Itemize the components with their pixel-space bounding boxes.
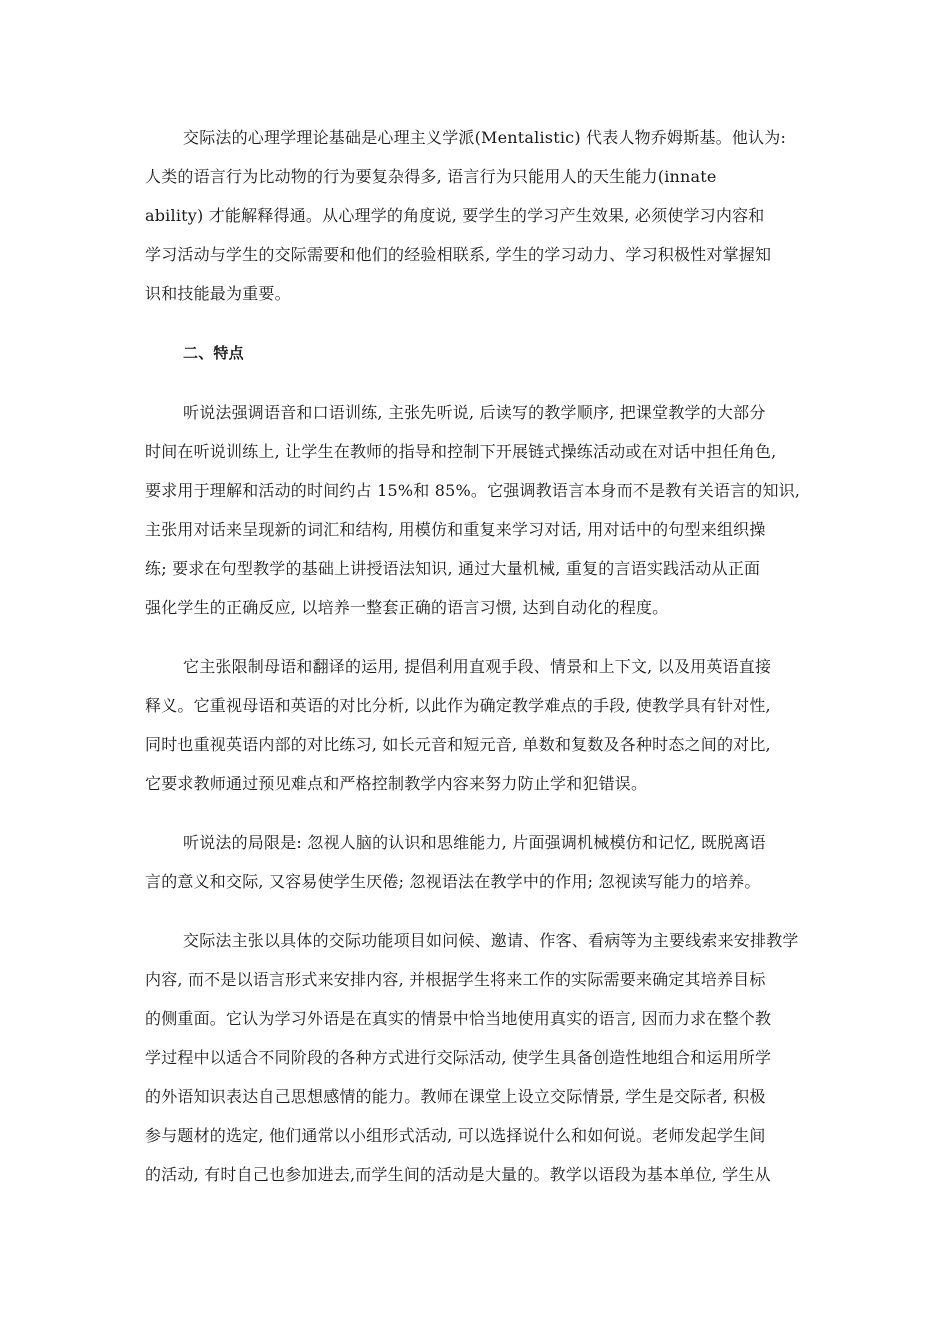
text-line: 参与题材的选定, 他们通常以小组形式活动, 可以选择说什么和如何说。老师发起学生间 [145, 1126, 766, 1145]
text-line: 识和技能最为重要。 [145, 284, 291, 303]
text-line: 同时也重视英语内部的对比练习, 如长元音和短元音, 单数和复数及各种时态之间的对比, [145, 735, 771, 754]
text-line: 内容, 而不是以语言形式来安排内容, 并根据学生将来工作的实际需要来确定其培养目标 [145, 970, 766, 989]
section-heading: 二、特点 [183, 344, 244, 362]
text-line: 学习活动与学生的交际需要和他们的经验相联系, 学生的学习动力、学习积极性对掌握知 [145, 245, 772, 264]
text-line: 强化学生的正确反应, 以培养一整套正确的语言习惯, 达到自动化的程度。 [145, 598, 669, 617]
text-line: 主张用对话来呈现新的词汇和结构, 用模仿和重复来学习对话, 用对话中的句型来组织操 [145, 520, 766, 539]
text-line: 交际法的心理学理论基础是心理主义学派(Mentalistic) 代表人物乔姆斯基。他认为: [183, 128, 787, 147]
text-line: 要求用于理解和活动的时间约占 15%和 85%。它强调教语言本身而不是教有关语言的知识, [145, 481, 801, 500]
text-line: 学过程中以适合不同阶段的各种方式进行交际活动, 使学生具备创造性地组合和运用所学 [145, 1048, 772, 1067]
text-line: 它要求教师通过预见难点和严格控制教学内容来努力防止学和犯错误。 [145, 774, 648, 793]
text-line: 练; 要求在句型教学的基础上讲授语法知识, 通过大量机械, 重复的言语实践活动从正面 [145, 559, 761, 578]
text-line: 言的意义和交际, 又容易使学生厌倦; 忽视语法在教学中的作用; 忽视读写能力的培养。 [145, 872, 761, 891]
text-line: ability) 才能解释得通。从心理学的角度说, 要学生的学习产生效果, 必须使学习内容和 [145, 206, 765, 225]
text-line: 它主张限制母语和翻译的运用, 提倡利用直观手段、情景和上下文, 以及用英语直接 [183, 657, 772, 676]
text-line: 的外语知识表达自己思想感情的能力。教师在课堂上设立交际情景, 学生是交际者, 积极 [145, 1087, 766, 1106]
text-line: 人类的语言行为比动物的行为要复杂得多, 语言行为只能用人的天生能力(innate [145, 167, 717, 186]
text-line: 释义。它重视母语和英语的对比分析, 以此作为确定教学难点的手段, 使教学具有针对性, [145, 696, 771, 715]
text-line: 的侧重面。它认为学习外语是在真实的情景中恰当地使用真实的语言, 因而力求在整个教 [145, 1009, 772, 1028]
text-line: 听说法的局限是: 忽视人脑的认识和思维能力, 片面强调机械模仿和记忆, 既脱离语 [183, 833, 766, 852]
text-line: 交际法主张以具体的交际功能项目如问候、邀请、作客、看病等为主要线索来安排教学 [183, 931, 799, 950]
text-line: 听说法强调语音和口语训练, 主张先听说, 后读写的教学顺序, 把课堂教学的大部分 [183, 403, 766, 422]
text-line: 的活动, 有时自己也参加进去,而学生间的活动是大量的。教学以语段为基本单位, 学生从 [145, 1165, 771, 1184]
text-line: 时间在听说训练上, 让学生在教师的指导和控制下开展链式操练活动或在对话中担任角色, [145, 442, 777, 461]
